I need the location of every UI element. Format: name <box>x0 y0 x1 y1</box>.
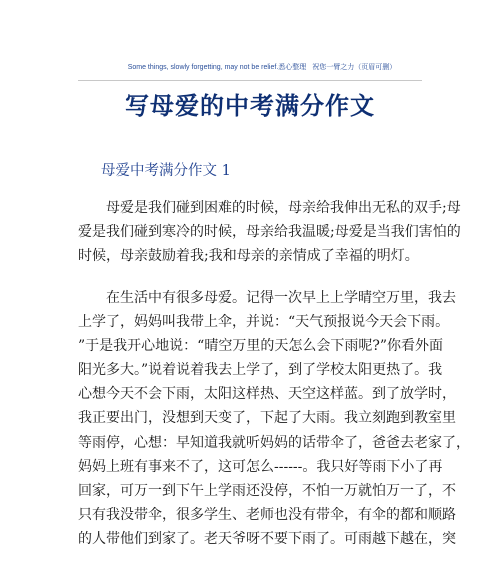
paragraph-line: 等雨停，心想：早知道我就听妈妈的话带伞了，爸爸去老家了， <box>78 434 470 451</box>
header-divider <box>78 80 422 81</box>
paragraph-line: 时候，母亲鼓励着我;我和母亲的亲情成了幸福的明灯。 <box>78 248 419 265</box>
paragraph-line: 心想今天不会下雨，太阳这样热、天空这样蓝。到了放学时， <box>78 386 456 403</box>
paragraph-line: 在生活中有很多母爱。记得一次早上上学晴空万里，我去 <box>78 290 456 306</box>
paragraph-line: 妈妈上班有事来不了，这可怎么------。我只好等雨下小了再 <box>78 458 443 475</box>
paragraph-line: 母爱是我们碰到困难的时候，母亲给我伸出无私的双手;母 <box>78 200 461 216</box>
paragraph-1 <box>78 196 461 268</box>
header-note-1: 悉心整理 <box>278 64 307 71</box>
paragraph-line: 回家，可万一到下午上学雨还没停，不怕一万就怕万一了，不 <box>78 482 456 499</box>
section-heading: 母爱中考满分作文 1 <box>101 163 231 179</box>
paragraph-2 <box>78 286 470 551</box>
paragraph-line: 的人带他们到家了。老天爷呀不要下雨了。可雨越下越在，突 <box>78 530 456 547</box>
page-header <box>102 62 422 72</box>
paragraph-line: 上学了，妈妈叫我带上伞，并说：“天气预报说今天会下雨。 <box>78 314 450 331</box>
paragraph-line: 爱是我们碰到寒冷的时候，母亲给我温暖;母爱是当我们害怕的 <box>78 224 461 241</box>
header-tagline: Some things, slowly forgetting, may not be relief. <box>127 64 279 71</box>
paragraph-line: 我正要出门，没想到天变了，下起了大雨。我立刻跑到教室里 <box>78 410 456 427</box>
document-title: 写母爱的中考满分作文 <box>125 91 375 120</box>
paragraph-line: ”于是我开心地说：“晴空万里的天怎么会下雨呢?”你看外面 <box>78 338 443 355</box>
header-note-2: 祝您一臂之力（页眉可删） <box>312 64 397 71</box>
paragraph-line: 只有我没带伞，很多学生、老师也没有带伞，有伞的都和顺路 <box>78 506 456 523</box>
paragraph-line: 阳光多大。”说着说着我去上学了，到了学校太阳更热了。我 <box>78 362 443 379</box>
